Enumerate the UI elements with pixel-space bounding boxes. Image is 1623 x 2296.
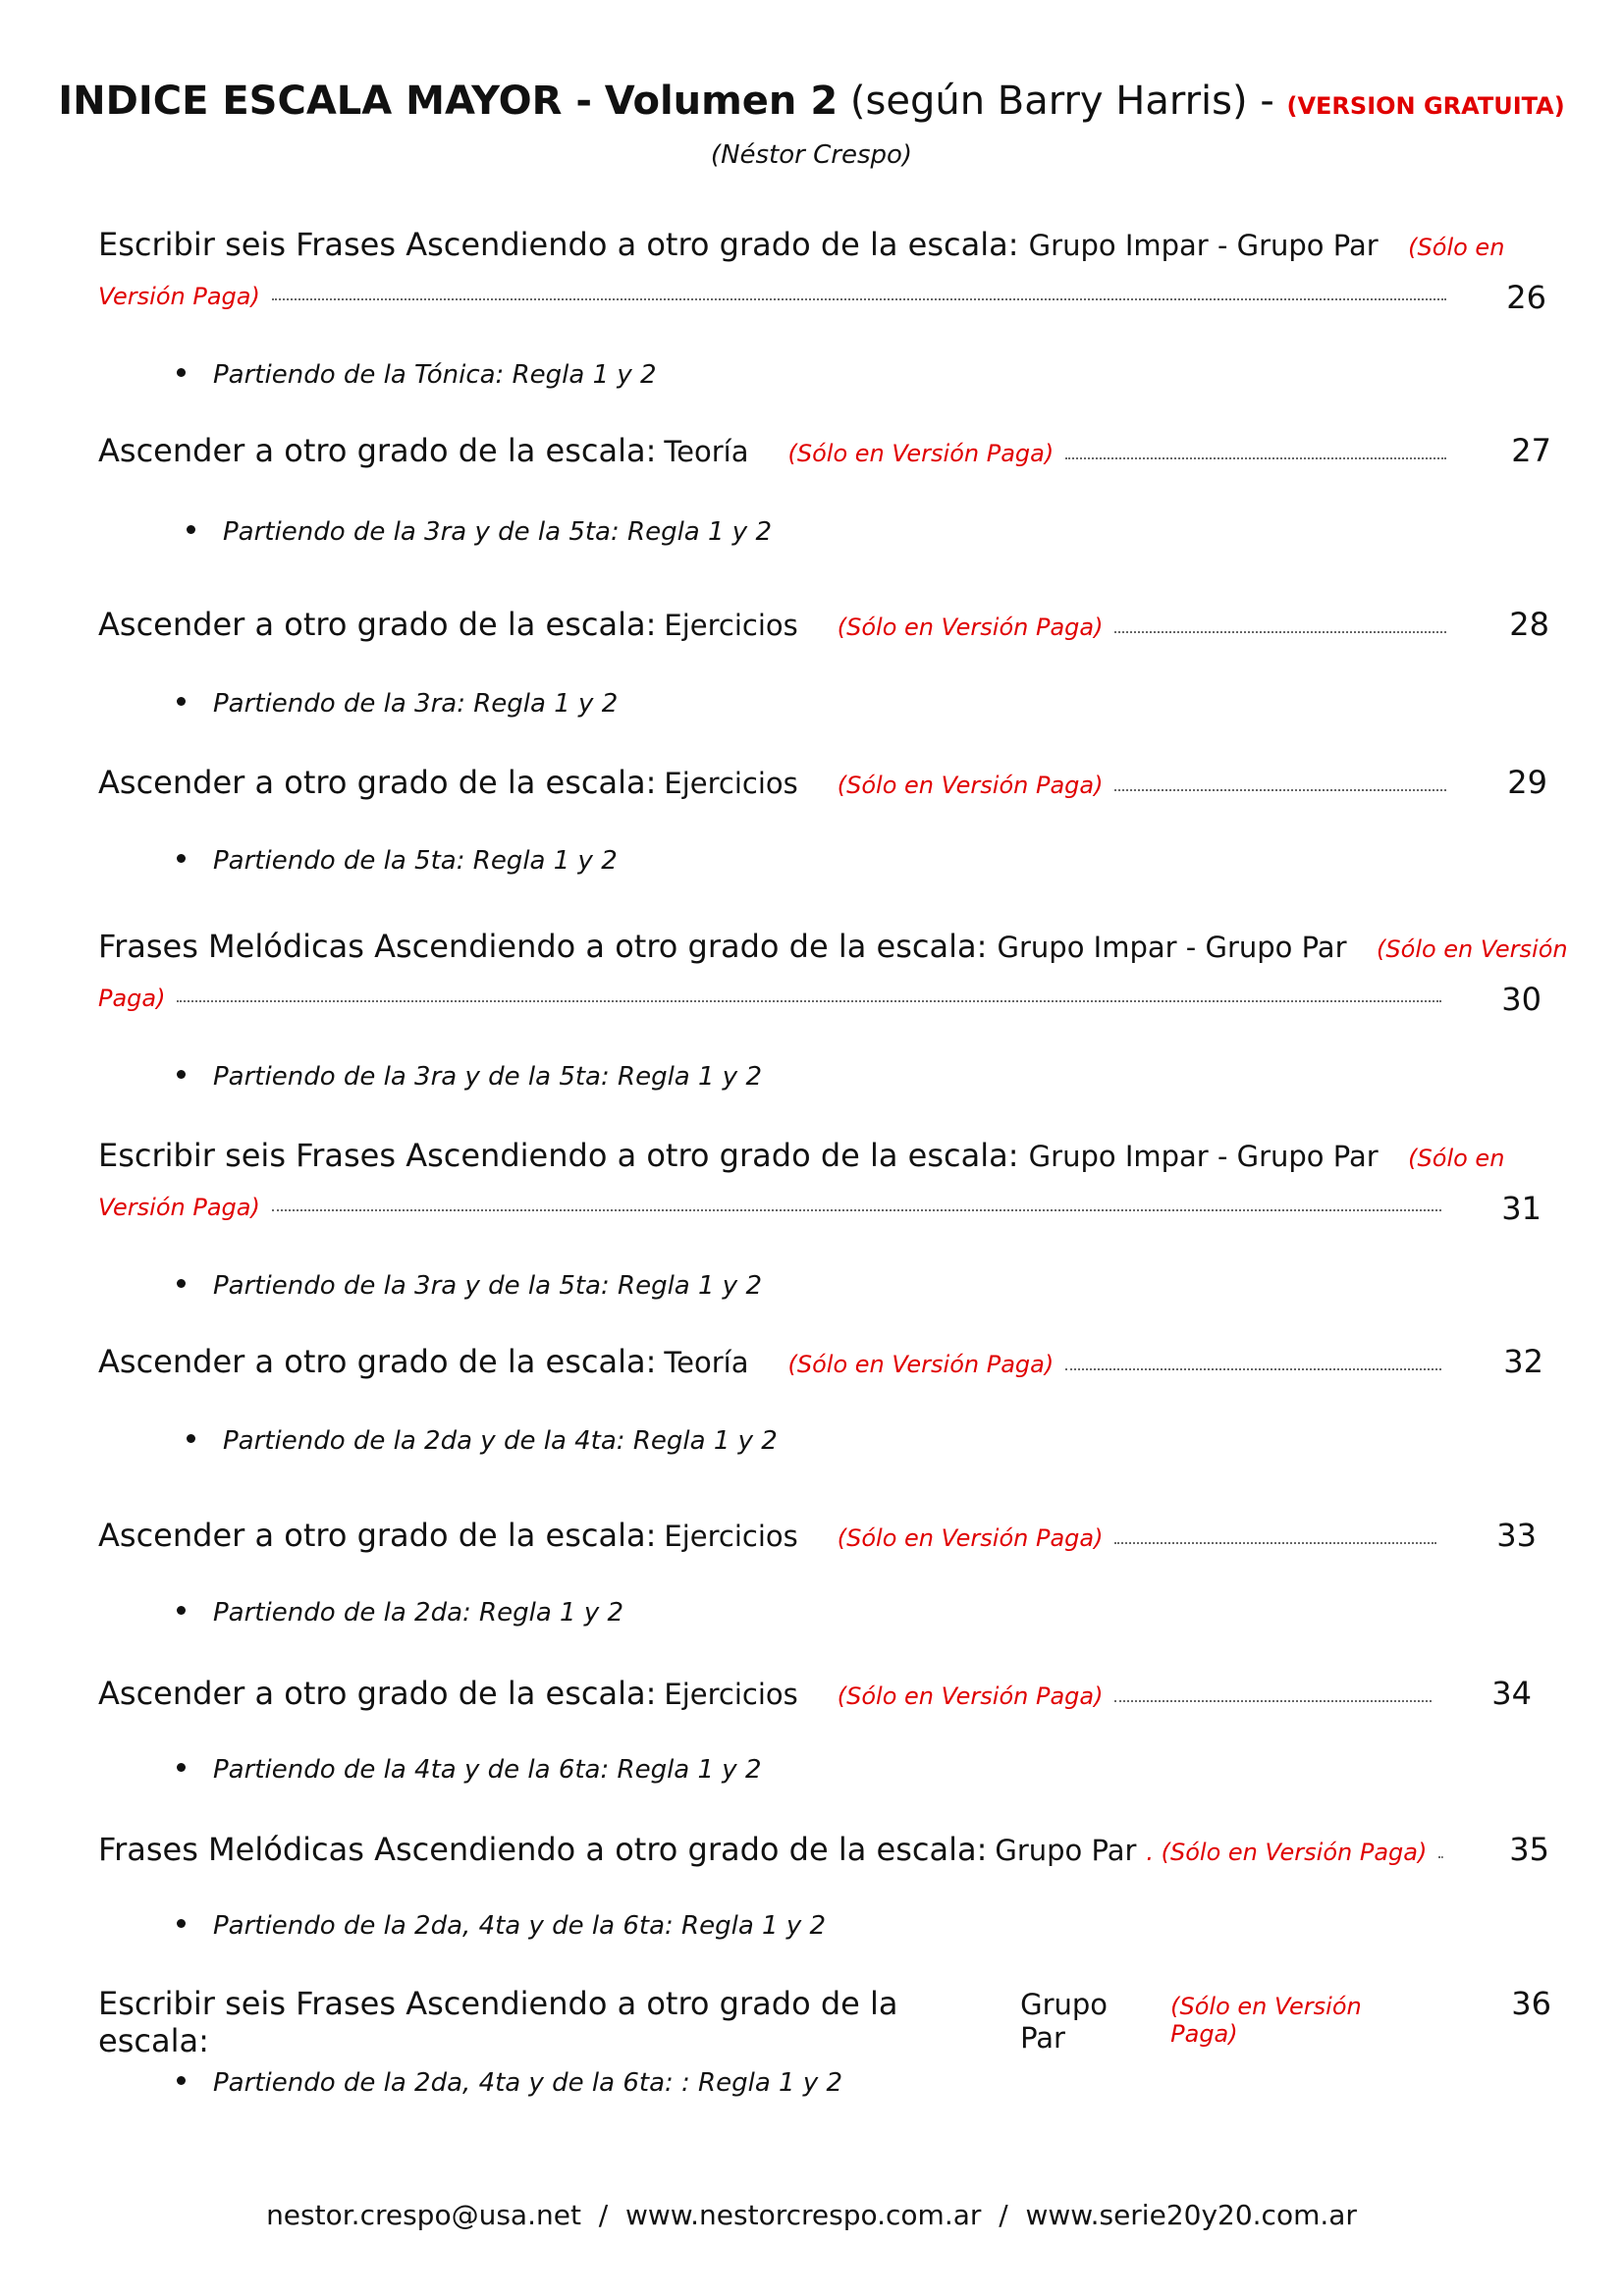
page-number: 27 [1511,432,1551,469]
leader-dots [272,297,1446,300]
entry-note: (Sólo en Versión Paga) [837,1682,1104,1710]
bullet-icon [177,1279,186,1288]
entry-sub: Grupo Impar - Grupo Par [1028,1140,1379,1173]
bullet-icon [177,697,186,706]
list-item: Partiendo de la 4ta y de la 6ta: Regla 1 y 2 [177,1755,762,1785]
author: (Néstor Crespo) [710,140,913,170]
entry-note-cont: Versión Paga) [98,1194,260,1221]
page-title [0,79,1623,124]
title-free-badge: (VERSION GRATUITA) [1286,92,1565,120]
bullet-icon [177,1763,186,1772]
footer-separator: / [999,2199,1008,2231]
entry-note-cont: Paga) [98,985,166,1012]
page-footer [0,2199,1623,2231]
title-volume: Volumen 2 [604,79,839,124]
page-number: 34 [1491,1675,1532,1712]
leader-dots [1065,456,1446,459]
list-item: Partiendo de la 3ra: Regla 1 y 2 [177,689,618,719]
list-item: Partiendo de la 2da y de la 4ta: Regla 1 y 2 [187,1426,778,1456]
entry-main: Ascender a otro grado de la escala: [98,1343,657,1380]
entry-sub: Ejercicios [664,609,798,642]
entry-main: Ascender a otro grado de la escala: [98,606,657,643]
entry-main: Ascender a otro grado de la escala: [98,1517,657,1554]
page-number: 33 [1496,1517,1537,1554]
page-number: 31 [1501,1190,1542,1227]
bullet-icon [177,2076,186,2085]
page-number: 26 [1506,279,1546,316]
entry-note: (Sólo en [1408,234,1505,261]
page-number: 29 [1507,764,1547,801]
footer-email: nestor.crespo@usa.net [266,2199,581,2231]
list-item: Partiendo de la Tónica: Regla 1 y 2 [177,360,657,390]
entry-note: (Sólo en Versión [1377,935,1568,963]
footer-site-1: www.nestorcrespo.com.ar [625,2199,982,2231]
entry-note: . (Sólo en Versión Paga) [1146,1839,1428,1866]
bullet-icon [177,854,186,863]
page-number: 32 [1503,1343,1543,1380]
list-item: Partiendo de la 3ra y de la 5ta: Regla 1 y 2 [187,517,772,547]
bullet-icon [187,1434,195,1443]
entry-main: Escribir seis Frases Ascendiendo a otro grado de la escala: [98,226,1019,263]
title-main: INDICE ESCALA MAYOR - [58,79,592,124]
bullet-icon [177,1606,186,1615]
entry-note: (Sólo en Versión Paga) [837,772,1104,799]
entry-main: Ascender a otro grado de la escala: [98,764,657,801]
page-number: 36 [1511,1985,1551,2022]
entry-sub: Ejercicios [664,1678,798,1711]
leader-dots [1438,1855,1443,1858]
list-item: Partiendo de la 2da, 4ta y de la 6ta: Regla 1 y 2 [177,1911,826,1941]
leader-dots [1114,1541,1436,1544]
entry-main: Frases Melódicas Ascendiendo a otro grado de la escala: [98,928,988,965]
entry-main: Ascender a otro grado de la escala: [98,1675,657,1712]
entry-sub: Teoría [664,435,749,468]
leader-dots [272,1208,1441,1211]
entry-note: (Sólo en [1408,1145,1505,1172]
footer-site-2: www.serie20y20.com.ar [1025,2199,1357,2231]
entry-sub: Grupo Par [995,1834,1137,1867]
bullet-icon [177,368,186,377]
list-item: Partiendo de la 2da: Regla 1 y 2 [177,1598,623,1628]
entry-sub: Teoría [664,1346,749,1379]
list-item: Partiendo de la 3ra y de la 5ta: Regla 1 y 2 [177,1062,762,1092]
bullet-icon [177,1919,186,1928]
entry-note: (Sólo en Versión Paga) [837,614,1104,641]
entry-sub: Grupo Impar - Grupo Par [1028,229,1379,262]
leader-dots [1065,1367,1441,1370]
page-number: 30 [1501,981,1542,1018]
bullet-icon [177,1070,186,1079]
list-item: Partiendo de la 2da, 4ta y de la 6ta: : Regla 1 y 2 [177,2068,842,2098]
list-item: Partiendo de la 5ta: Regla 1 y 2 [177,846,618,876]
leader-dots [1114,1699,1432,1702]
entry-note: (Sólo en Versión Paga) [1170,1993,1362,2048]
footer-separator: / [598,2199,609,2231]
entry-sub: Grupo Par [1020,1988,1109,2055]
entry-main: Frases Melódicas Ascendiendo a otro grado de la escala: [98,1831,988,1868]
entry-main: Escribir seis Frases Ascendiendo a otro grado de la escala: [98,1985,898,2059]
leader-dots [1114,630,1446,633]
entry-sub: Grupo Impar - Grupo Par [997,931,1347,964]
bullet-icon [187,525,195,534]
leader-dots [177,999,1441,1002]
list-item: Partiendo de la 3ra y de la 5ta: Regla 1 y 2 [177,1271,762,1301]
entry-sub: Ejercicios [664,767,798,800]
entry-note: (Sólo en Versión Paga) [837,1524,1104,1552]
entry-main: Escribir seis Frases Ascendiendo a otro grado de la escala: [98,1137,1019,1174]
title-source: (según Barry Harris) - [849,79,1274,124]
entry-note: (Sólo en Versión Paga) [787,440,1055,467]
entry-note: (Sólo en Versión Paga) [787,1351,1055,1378]
entry-note-cont: Versión Paga) [98,283,260,310]
leader-dots [1114,788,1446,791]
page-number: 35 [1509,1831,1549,1868]
entry-main: Ascender a otro grado de la escala: [98,432,657,469]
entry-sub: Ejercicios [664,1520,798,1553]
page-number: 28 [1509,606,1549,643]
